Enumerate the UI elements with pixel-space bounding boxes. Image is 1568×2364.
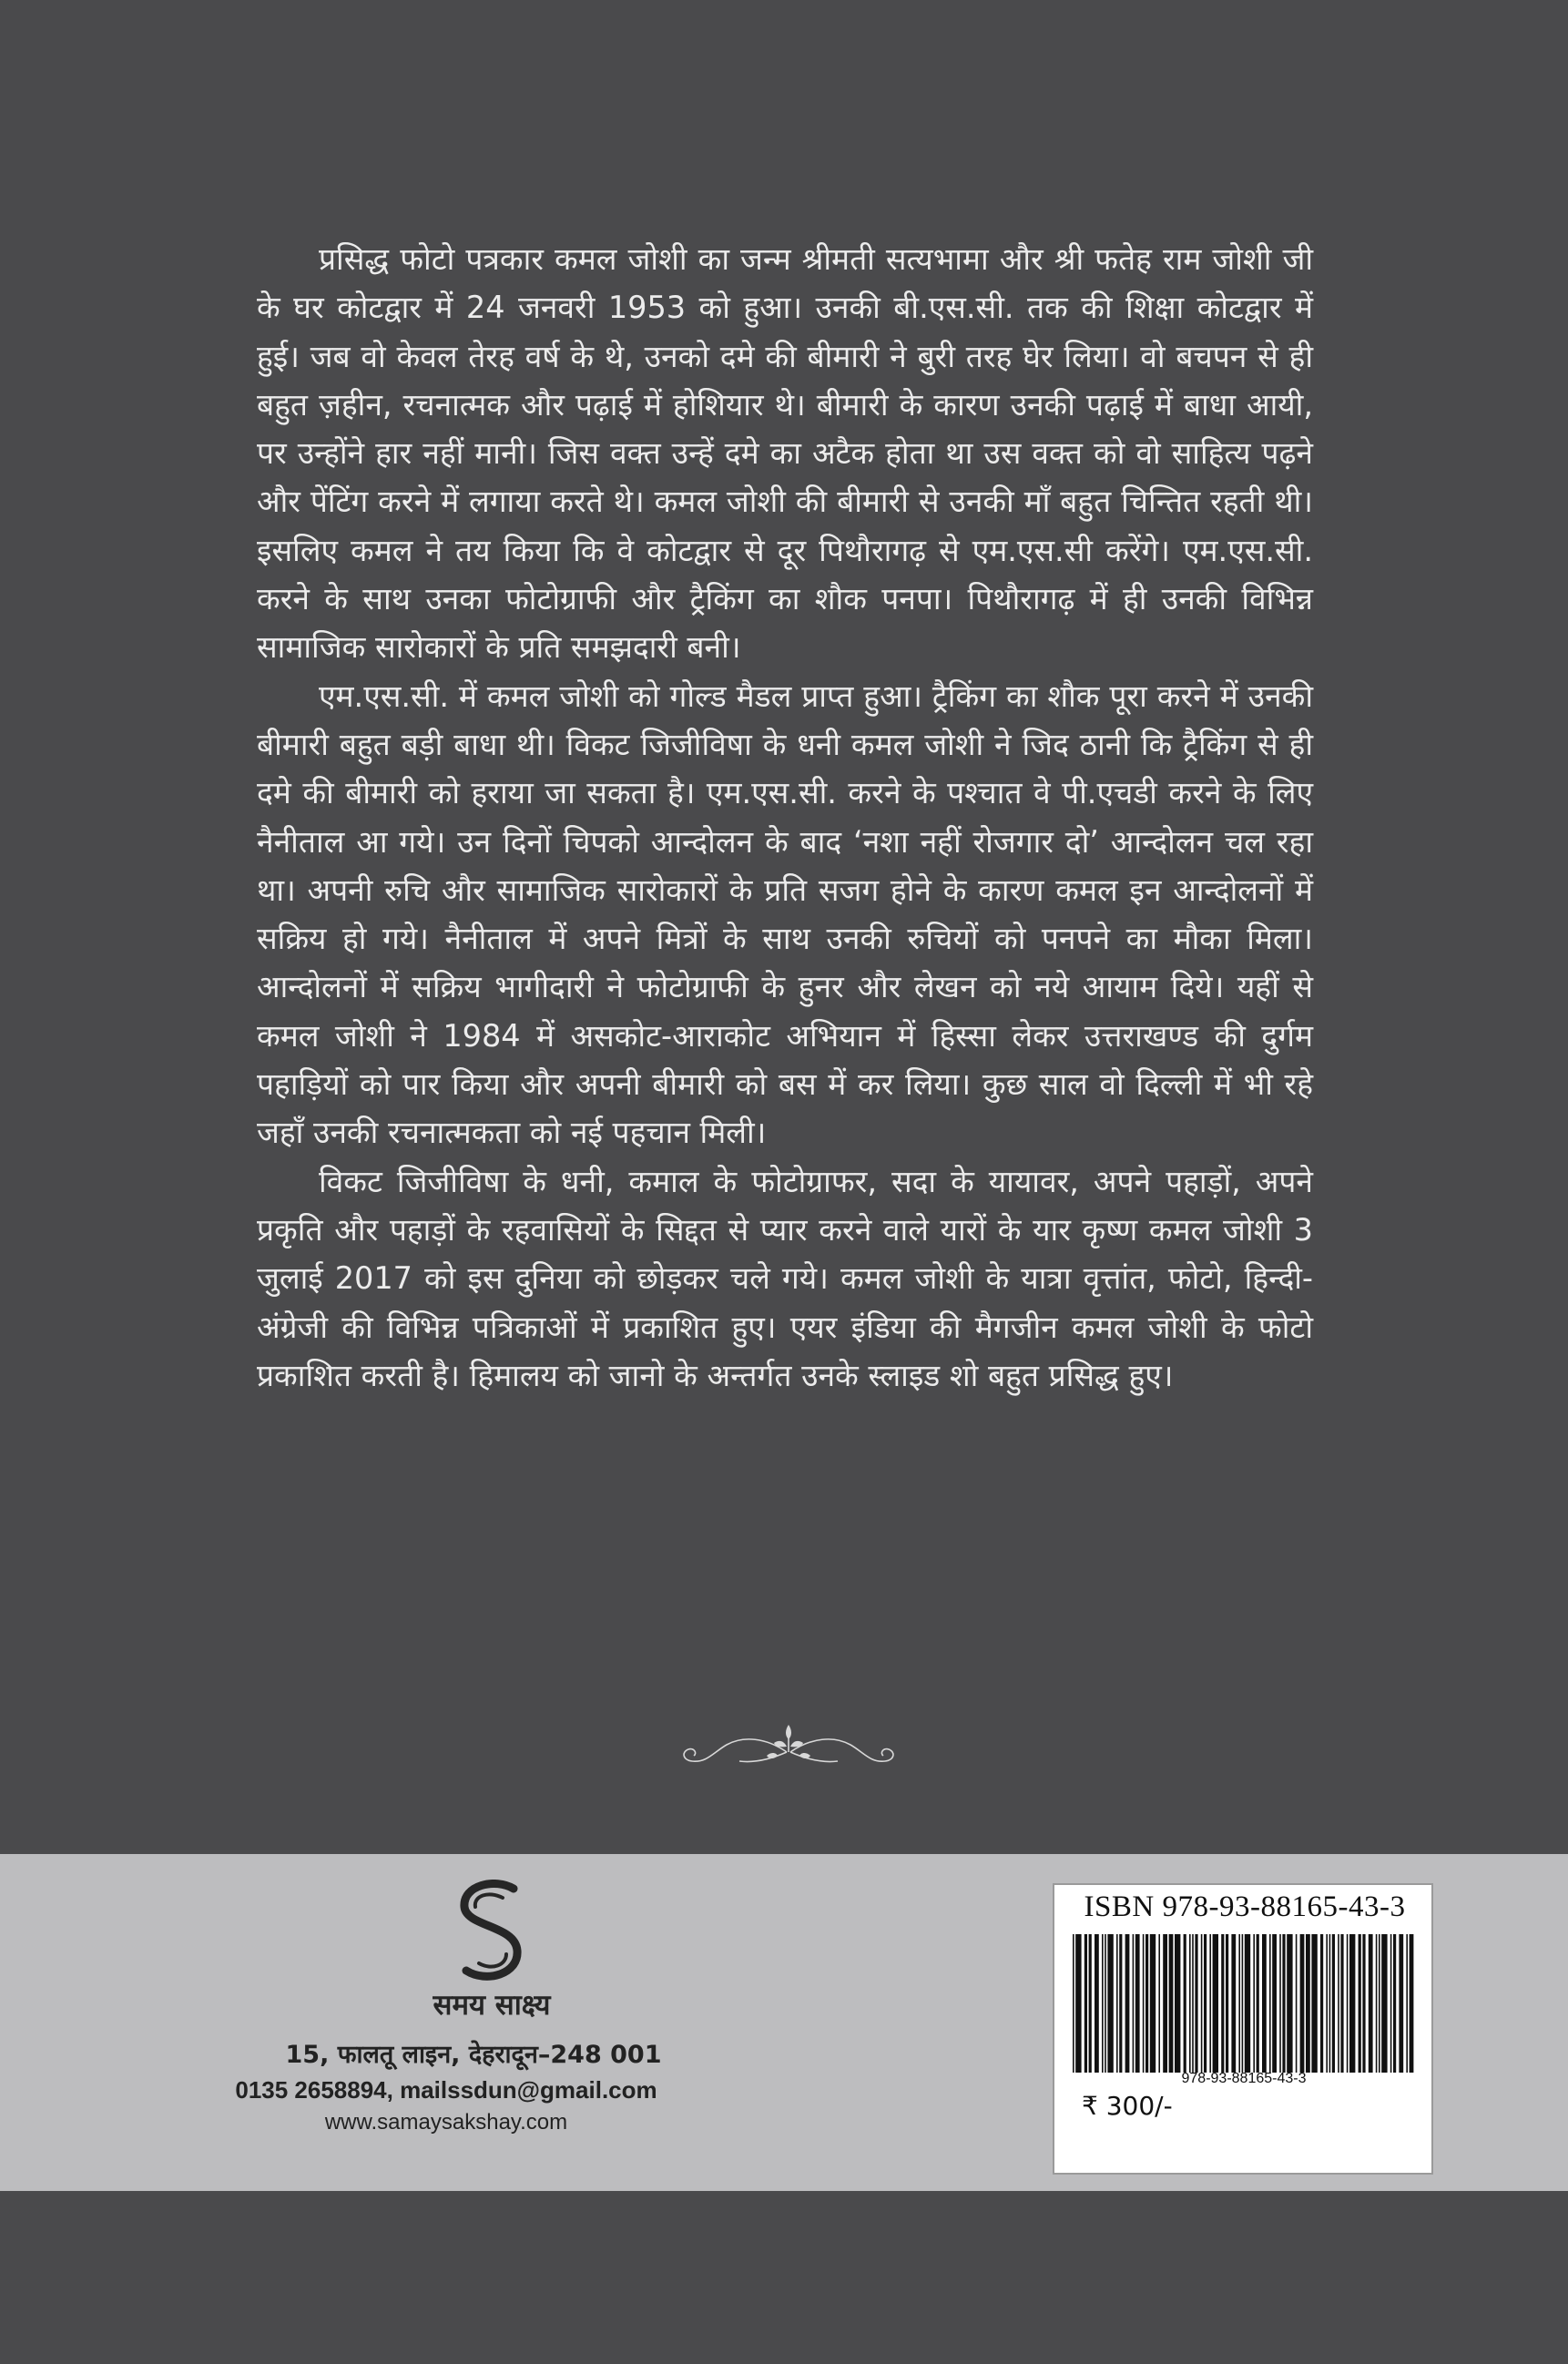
barcode-bar — [1329, 1934, 1331, 2073]
barcode-bar — [1242, 1934, 1244, 2073]
barcode-bar — [1192, 1934, 1194, 2073]
barcode-bar — [1102, 1934, 1104, 2073]
barcode-bar — [1279, 1934, 1281, 2073]
publisher-contact: 0135 2658894, mailssdun@gmail.com — [235, 2076, 657, 2104]
barcode-bar — [1269, 1934, 1271, 2073]
barcode-bar — [1231, 1934, 1236, 2073]
barcode-bar — [1116, 1934, 1118, 2073]
barcode-bar — [1320, 1934, 1323, 2073]
barcode-bar — [1349, 1934, 1355, 2073]
barcode-bar — [1379, 1934, 1380, 2073]
publisher-address: 15, फालतू लाइन, देहरादून–248 001 — [285, 2041, 662, 2069]
publisher-name: समय साक्ष्य — [433, 1989, 551, 2022]
barcode-bar — [1272, 1934, 1277, 2073]
barcode-bar — [1287, 1934, 1292, 2073]
barcode-bar — [1326, 1934, 1328, 2073]
barcode-bar — [1125, 1934, 1130, 2073]
barcode-bar — [1089, 1934, 1092, 2073]
bio-paragraph-2: एम.एस.सी. में कमल जोशी को गोल्ड मैडल प्राप्त हुआ। ट्रैकिंग का शौक पूरा करने में उनकी बीमारी बहुत बड़ी बाधा थी। विकट जिजीविषा के धनी कमल जोशी ने जिद ठानी कि ट्रैकिंग से ही दमे की बीमारी को हराया जा सकता है। एम.एस.सी. करने के पश्चात वे पी.एचडी करने के लिए नैनीताल आ गये। उन दिनों चिपको आन्दोलन के बाद ‘नशा नहीं रोजगार दो’ आन्दोलन चल रहा था। अपनी रुचि और सामाजिक सारोकारों के प्रति सजग होने के कारण कमल इन आन्दोलनों में सक्रिय हो गये। नैनीताल में अपने मित्रों के साथ उनकी रुचियों को पनपने का मौका मिला। आन्दोलनों में सक्रिय भागीदारी ने फोटोग्राफी के हुनर और लेखन को नये आयाम दिये। यहीं से कमल जोशी ने 1984 में असकोट-आराकोट अभियान में हिस्सा लेकर उत्तराखण्ड की दुर्गम पहाड़ियों को पार किया और अपनी बीमारी को बस में कर लिया। कुछ साल वो दिल्ली में भी रहे जहाँ उनकी रचनात्मकता को नई पहचान मिली। — [257, 678, 1313, 1151]
barcode-bar — [1238, 1934, 1240, 2073]
barcode-bar — [1399, 1934, 1403, 2073]
barcode-bar — [1175, 1934, 1180, 2073]
barcode-bar — [1105, 1934, 1106, 2073]
barcode-bar — [1257, 1934, 1259, 2073]
price-label: ₹ 300/- — [1082, 2091, 1173, 2121]
barcode-bar — [1393, 1934, 1396, 2073]
bio-paragraph-1: प्रसिद्ध फोटो पत्रकार कमल जोशी का जन्म श्रीमती सत्यभामा और श्री फतेह राम जोशी जी के घर कोटद्वार में 24 जनवरी 1953 को हुआ। उनकी बी.एस.सी. तक की शिक्षा कोटद्वार में हुई। जब वो केवल तेरह वर्ष के थे, उनको दमे की बीमारी ने बुरी तरह घेर लिया। वो बचपन से ही बहुत ज़हीन, रचनात्मक और पढ़ाई में होशियार थे। बीमारी के कारण उनकी पढ़ाई में बाधा आयी, पर उन्होंने हार नहीं मानी। जिस वक्त उन्हें दमे का अटैक होता था उस वक्त को वो साहित्य पढ़ने और पेंटिंग करने में लगाया करते थे। कमल जोशी की बीमारी से उनकी माँ बहुत चिन्तित रहती थी। इसलिए कमल ने तय किया कि वे कोटद्वार से दूर पिथौरागढ़ से एम.एस.सी करेंगे। एम.एस.सी. करने के साथ उनका फोटोग्राफी और ट्रैकिंग का शौक पनपा। पिथौरागढ़ में ही उनकी विभिन्न सामाजिक सारोकारों के प्रति समझदारी बनी। — [257, 241, 1313, 666]
barcode-bar — [1143, 1934, 1145, 2073]
barcode-bar — [1362, 1934, 1365, 2073]
barcode-bar — [1226, 1934, 1228, 2073]
barcode-bar — [1119, 1934, 1122, 2073]
barcode-bar — [1145, 1934, 1148, 2073]
barcode-bar — [1095, 1934, 1099, 2073]
biography-text — [257, 235, 1313, 1400]
isbn-label: ISBN 978-93-88165-43-3 — [1084, 1890, 1406, 1923]
barcode-bar — [1381, 1934, 1387, 2073]
barcode-bar — [1209, 1934, 1211, 2073]
barcode-bar — [1204, 1934, 1207, 2073]
barcode-bar — [1390, 1934, 1392, 2073]
barcode-bar — [1306, 1934, 1310, 2073]
barcode-bar — [1184, 1934, 1186, 2073]
barcode-bar — [1201, 1934, 1203, 2073]
barcode-bar — [1406, 1934, 1408, 2073]
barcode-bar — [1347, 1934, 1349, 2073]
barcode-bar — [1084, 1934, 1087, 2073]
barcode-bar — [1253, 1934, 1255, 2073]
barcode-bar — [1150, 1934, 1156, 2073]
barcode-panel — [1053, 1883, 1433, 2175]
barcode-bar — [1311, 1934, 1317, 2073]
s-swirl-logo-icon — [450, 1880, 532, 1985]
barcode-bar — [1075, 1934, 1081, 2073]
barcode-bar — [1410, 1934, 1414, 2073]
barcode-bar — [1332, 1934, 1335, 2073]
barcode-bar — [1189, 1934, 1191, 2073]
publisher-website: www.samaysakshay.com — [324, 2110, 568, 2135]
barcode-bar — [1213, 1934, 1218, 2073]
barcode-bar — [1163, 1934, 1167, 2073]
bio-paragraph-3: विकट जिजीविषा के धनी, कमाल के फोटोग्राफर, सदा के यायावर, अपने पहाड़ों, अपने प्रकृति और पहाड़ों के रहवासियों के सिद्दत से प्यार करने वाले यारों के यार कृष्ण कमल जोशी 3 जुलाई 2017 को इस दुनिया को छोड़कर चले गये। कमल जोशी के यात्रा वृत्तांत, फोटो, हिन्दी-अंग्रेजी की विभिन्न पत्रिकाओं में प्रकाशित हुए। एयर इंडिया की मैगजीन कमल जोशी के फोटो प्रकाशित करती है। हिमालय को जानो के अन्तर्गत उनके स्लाइड शो बहुत प्रसिद्ध हुए। — [257, 1163, 1313, 1393]
barcode-bar — [1376, 1934, 1378, 2073]
isbn-digits: 978-93-88165-43-3 — [1181, 2071, 1307, 2086]
barcode-bar — [1133, 1934, 1135, 2073]
barcode-bar — [1296, 1934, 1298, 2073]
barcode-bar — [1107, 1934, 1113, 2073]
barcode-bar — [1135, 1934, 1140, 2073]
barcode-bar — [1282, 1934, 1285, 2073]
barcode-icon — [1071, 1934, 1417, 2073]
barcode-bar — [1195, 1934, 1197, 2073]
barcode-bar — [1338, 1934, 1339, 2073]
floral-divider-icon — [679, 1719, 898, 1774]
barcode-bar — [1359, 1934, 1361, 2073]
barcode-bar — [1158, 1934, 1160, 2073]
barcode-bar — [1221, 1934, 1224, 2073]
barcode-bar — [1245, 1934, 1250, 2073]
barcode-bar — [1169, 1934, 1174, 2073]
barcode-bar — [1073, 1934, 1074, 2073]
barcode-bar — [1369, 1934, 1373, 2073]
barcode-bar — [1300, 1934, 1305, 2073]
barcode-bar — [1262, 1934, 1267, 2073]
barcode-bar — [1340, 1934, 1343, 2073]
